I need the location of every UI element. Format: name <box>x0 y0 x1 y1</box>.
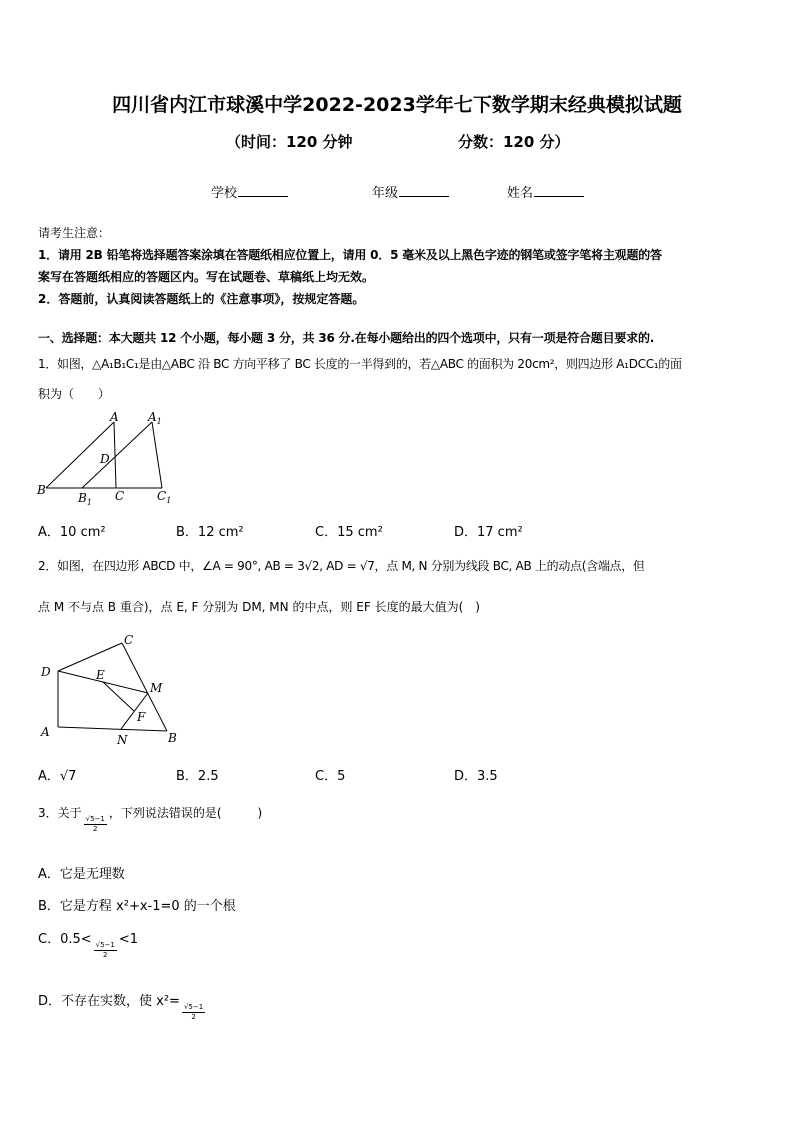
school-blank <box>238 184 288 197</box>
q1-option-d[interactable]: D．17 cm² <box>454 525 523 540</box>
q1-label-b1: $B_1$ <box>78 491 92 507</box>
q2-figure <box>36 628 186 748</box>
q2-label-c: C <box>124 633 134 647</box>
q3-option-d-frac-den: 2 <box>191 1013 196 1021</box>
q3-option-d-frac-num: √5−1 <box>183 1003 204 1011</box>
q1-figure <box>36 408 176 508</box>
q3-option-d-pre: D．不存在实数，使 x²= <box>38 994 180 1009</box>
notice-heading: 请考生注意： <box>38 226 111 240</box>
q1-label-a1: $A_1$ <box>148 410 162 426</box>
q3-option-c-fraction <box>94 941 117 960</box>
q1-option-a[interactable]: A．10 cm² <box>38 525 106 540</box>
q1-label-c: C <box>115 489 125 503</box>
q1-label-b: B <box>37 483 46 497</box>
q1-option-c[interactable]: C．15 cm² <box>315 525 383 540</box>
q2-label-m: M <box>150 681 163 695</box>
q3-option-d-fraction <box>182 1003 205 1022</box>
q1-text-2: 积为（ ） <box>38 387 111 401</box>
q3-option-b[interactable]: B．它是方程 x²+x-1=0 的一个根 <box>38 899 236 914</box>
q3-stem <box>38 804 263 833</box>
grade-field <box>372 182 449 201</box>
q2-label-n: N <box>117 733 128 747</box>
q2-option-b[interactable]: B．2.5 <box>176 769 219 784</box>
q2-label-a: A <box>41 725 50 739</box>
q2-option-d[interactable]: D．3.5 <box>454 769 498 784</box>
grade-blank <box>399 184 449 197</box>
q2-label-d: D <box>41 665 51 679</box>
q2-segment-dc <box>58 643 122 671</box>
q3-frac-den: 2 <box>93 825 98 833</box>
q2-label-b: B <box>168 731 177 745</box>
q3-option-c-frac-den: 2 <box>103 951 108 959</box>
grade-label: 年级 <box>372 186 399 201</box>
q3-option-a[interactable]: A．它是无理数 <box>38 867 125 882</box>
q3-option-c[interactable] <box>38 928 139 959</box>
name-label: 姓名 <box>507 186 534 201</box>
q2-option-a[interactable]: A．√7 <box>38 769 77 784</box>
name-field <box>507 182 584 201</box>
q1-segment-b1a1 <box>82 422 152 488</box>
q3-option-c-pre: C．0.5< <box>38 932 92 947</box>
page-title: 四川省内江市球溪中学2022-2023学年七下数学期末经典模拟试题 <box>112 94 682 116</box>
score-label: 分数：120 分） <box>458 133 570 151</box>
q1-segment-ac <box>114 422 116 488</box>
q1-label-c1: $C_1$ <box>157 489 172 505</box>
q3-option-c-post: <1 <box>118 932 139 947</box>
q2-label-e: E <box>96 668 105 682</box>
q2-option-c[interactable]: C．5 <box>315 769 346 784</box>
time-label: （时间：120 分钟 <box>226 133 353 151</box>
q3-prefix: 3．关于 <box>38 806 82 820</box>
q1-text-1: 1．如图，△A₁B₁C₁是由△ABC 沿 BC 方向平移了 BC 长度的一半得到的，若△ABC 的面积为 20cm²，则四边形 A₁DCC₁的面 <box>38 357 682 371</box>
notice-line-2: 2．答题前，认真阅读答题纸上的《注意事项》，按规定答题。 <box>38 292 365 306</box>
q1-segment-a1c1 <box>152 422 162 488</box>
q2-text-1: 2．如图，在四边形 ABCD 中，∠A = 90°, AB = 3√2, AD = √7，点 M, N 分别为线段 BC, AB 上的动点(含端点，但 <box>38 559 645 573</box>
q3-fraction <box>84 815 107 834</box>
q2-text-2: 点 M 不与点 B 重合)，点 E, F 分别为 DM, MN 的中点，则 EF 长度的最大值为( ) <box>38 600 480 614</box>
q3-frac-num: √5−1 <box>85 815 105 823</box>
name-blank <box>534 184 584 197</box>
q2-label-f: F <box>137 710 146 724</box>
school-field <box>211 182 288 201</box>
q3-option-c-frac-num: √5−1 <box>95 941 115 949</box>
notice-line-1: 1．请用 2B 铅笔将选择题答案涂填在答题纸相应位置上，请用 0．5 毫米及以上黑色字迹的钢笔或签字笔将主观题的答 <box>38 248 662 262</box>
notice-line-1b: 案写在答题纸相应的答题区内。写在试题卷、草稿纸上均无效。 <box>38 270 375 284</box>
q3-suffix: ，下列说法错误的是( ) <box>108 806 263 820</box>
q1-label-a: A <box>110 410 119 424</box>
q2-segment-ab <box>58 727 167 731</box>
section-heading: 一、选择题：本大题共 12 个小题，每小题 3 分，共 36 分.在每小题给出的四个选项中，只有一项是符合题目要求的. <box>38 331 655 345</box>
q3-option-d[interactable] <box>38 990 207 1021</box>
q1-option-b[interactable]: B．12 cm² <box>176 525 244 540</box>
school-label: 学校 <box>211 186 238 201</box>
q1-label-d: D <box>100 452 110 466</box>
q2-segment-ef <box>103 682 134 711</box>
